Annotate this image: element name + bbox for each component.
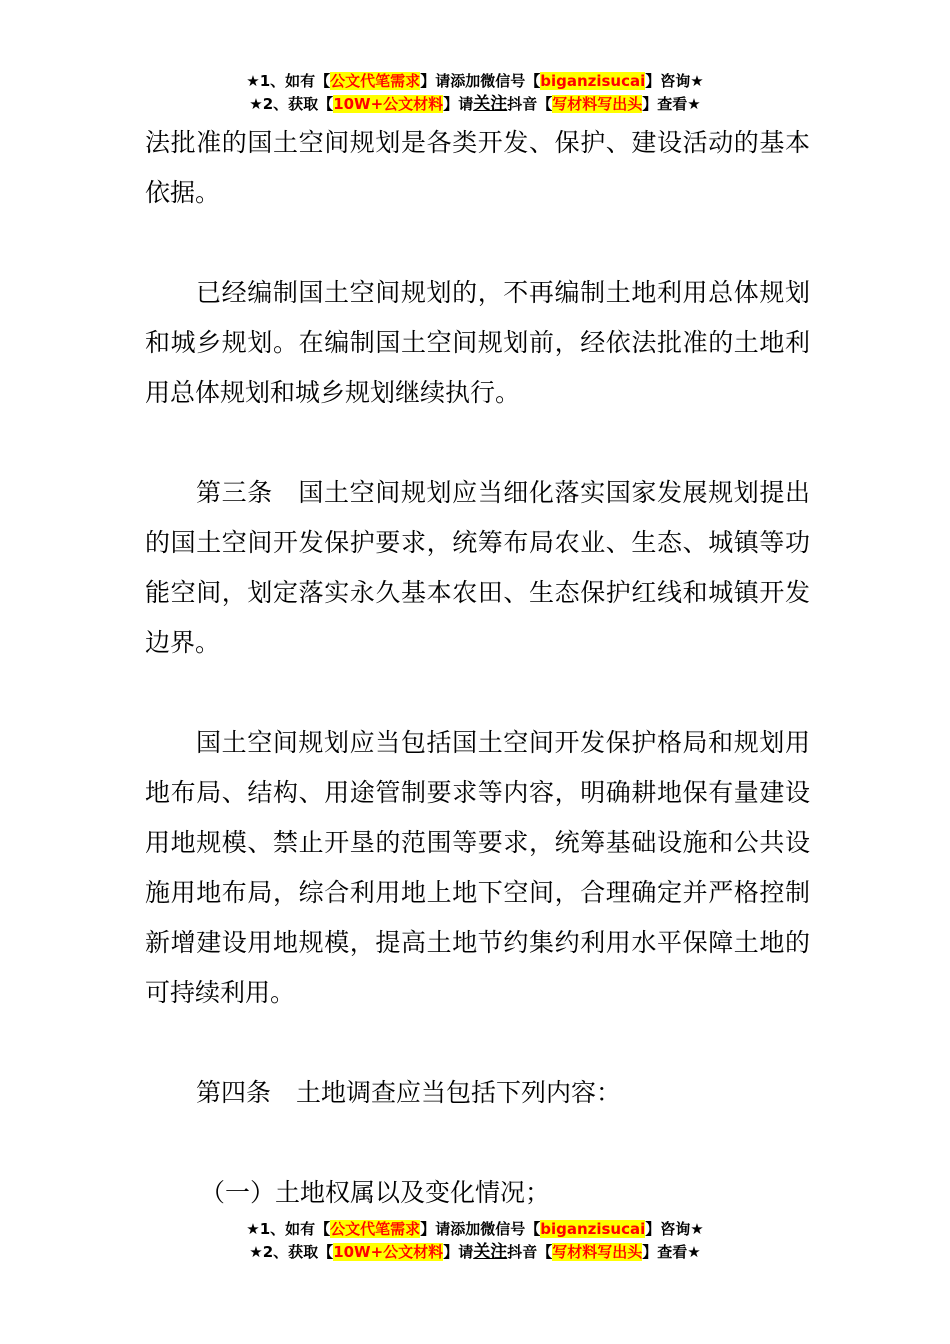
banner-line-1: ★1、如有【公文代笔需求】请添加微信号【biganzisucai】咨询★: [246, 72, 704, 90]
footer-banner: [0, 1218, 950, 1264]
paragraph: 已经编制国土空间规划的，不再编制土地利用总体规划和城乡规划。在编制国土空间规划前，经依法批准的土地利用总体规划和城乡规划继续执行。: [145, 278, 810, 407]
article-three: 第三条 国土空间规划应当细化落实国家发展规划提出的国土空间开发保护要求，统筹布局农业、生态、城镇等功能空间，划定落实永久基本农田、生态保护红线和城镇开发边界。: [145, 478, 810, 657]
highlight-service: 公文代笔需求: [330, 1220, 421, 1238]
highlight-douyin-account: 写材料写出头: [552, 1243, 643, 1261]
highlight-wechat-id: biganzisucai: [540, 1220, 646, 1238]
paragraph: 国土空间规划应当包括国土空间开发保护格局和规划用地布局、结构、用途管制要求等内容，明确耕地保有量建设用地规模、禁止开垦的范围等要求，统筹基础设施和公共设施用地布局，综合利用地上地下空间，合理确定并严格控制新增建设用地规模，提高土地节约集约利用水平保障土地的可持续利用。: [145, 728, 810, 1007]
banner-line-2: ★2、获取【10W+公文材料】请关注抖音【写材料写出头】查看★: [249, 1242, 701, 1262]
document-body: [145, 118, 810, 1218]
paragraph-continuation: 法批准的国土空间规划是各类开发、保护、建设活动的基本依据。: [145, 128, 810, 207]
list-item: （一）土地权属以及变化情况；: [200, 1178, 551, 1207]
banner-line-2: ★2、获取【10W+公文材料】请关注抖音【写材料写出头】查看★: [249, 94, 701, 114]
highlight-service: 公文代笔需求: [330, 72, 421, 90]
highlight-wechat-id: biganzisucai: [540, 72, 646, 90]
highlight-materials: 10W+公文材料: [333, 95, 444, 113]
underlined-follow: 关注: [473, 94, 508, 114]
underlined-follow: 关注: [473, 1242, 508, 1262]
highlight-materials: 10W+公文材料: [333, 1243, 444, 1261]
banner-line-1: ★1、如有【公文代笔需求】请添加微信号【biganzisucai】咨询★: [246, 1220, 704, 1238]
header-banner: [0, 70, 950, 116]
article-four: 第四条 土地调查应当包括下列内容：: [196, 1078, 622, 1107]
highlight-douyin-account: 写材料写出头: [552, 95, 643, 113]
